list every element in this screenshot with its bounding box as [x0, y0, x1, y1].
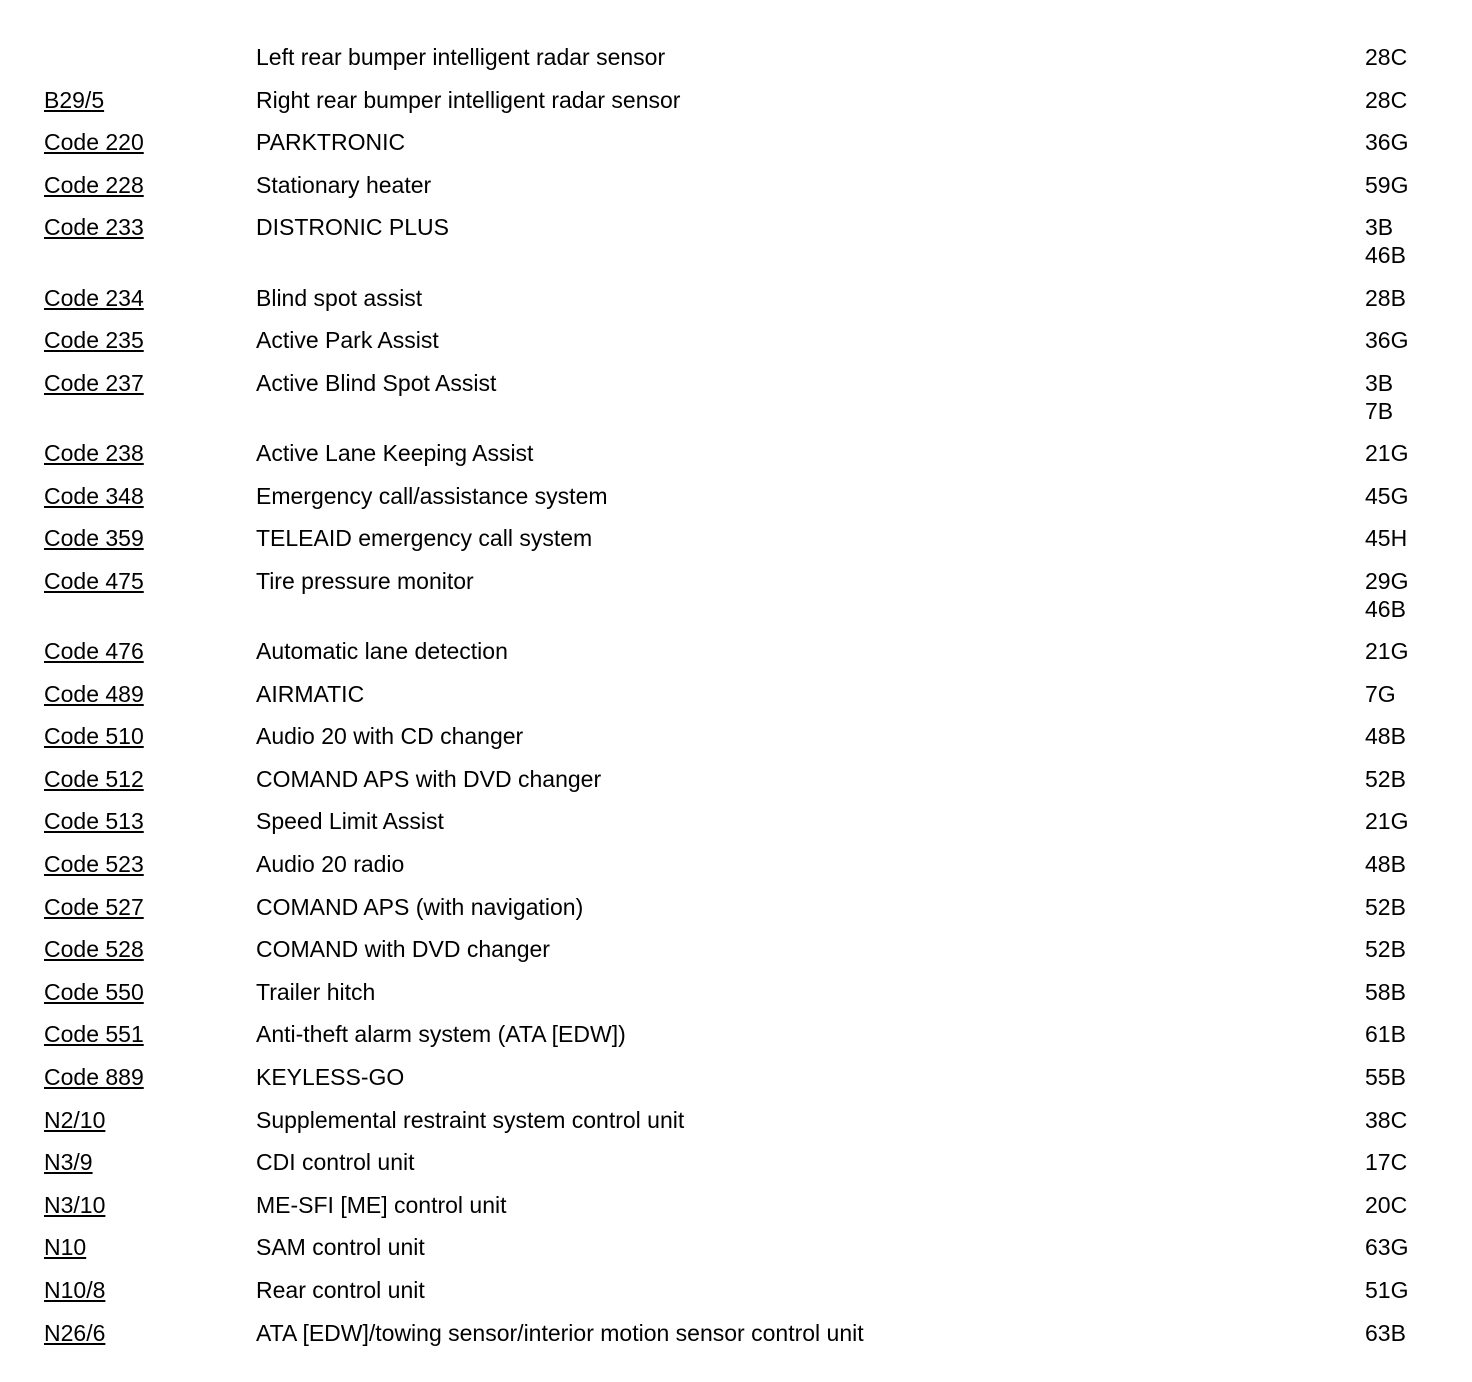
component-description: AIRMATIC [256, 680, 365, 707]
component-description: KEYLESS-GO [256, 1064, 405, 1090]
component-description: CDI control unit [256, 1149, 415, 1176]
grid-reference: 63G [1365, 1234, 1409, 1261]
component-description: DISTRONIC PLUS [256, 214, 449, 241]
code-link[interactable]: Code 528 [44, 936, 144, 963]
grid-reference: 48B [1365, 851, 1406, 877]
grid-reference: 20C [1365, 1191, 1408, 1218]
component-description: Left rear bumper intelligent radar sensor [256, 44, 666, 70]
grid-reference: 63B [1365, 1319, 1406, 1346]
grid-reference: 29G [1365, 567, 1409, 594]
grid-reference-cell [1365, 439, 1408, 467]
component-description: COMAND APS (with navigation) [256, 893, 584, 920]
grid-reference-cell [1365, 893, 1406, 921]
component-description: Rear control unit [256, 1277, 425, 1303]
grid-reference: 58B [1365, 978, 1406, 1005]
code-link[interactable]: Code 889 [44, 1064, 144, 1090]
grid-reference-cell [1365, 722, 1406, 750]
grid-reference: 61B [1365, 1021, 1406, 1048]
component-description: SAM control unit [256, 1234, 425, 1261]
code-link[interactable]: Code 220 [44, 129, 144, 156]
grid-reference-cell [1365, 43, 1407, 71]
grid-reference: 3B [1365, 369, 1394, 396]
component-description: Trailer hitch [256, 978, 376, 1005]
code-link[interactable]: Code 550 [44, 978, 144, 1005]
component-description: Active Park Assist [256, 327, 439, 354]
code-link[interactable]: Code 237 [44, 369, 144, 396]
component-description: Automatic lane detection [256, 638, 508, 664]
grid-reference-cell [1365, 978, 1406, 1006]
code-link[interactable]: Code 527 [44, 893, 144, 920]
component-description: Anti-theft alarm system (ATA [EDW]) [256, 1021, 626, 1048]
code-link[interactable]: N3/9 [44, 1149, 93, 1176]
code-link[interactable]: Code 510 [44, 723, 144, 750]
component-description: ATA [EDW]/towing sensor/interior motion sensor control unit [256, 1319, 864, 1346]
grid-reference-cell [1365, 482, 1408, 510]
grid-reference-cell [1365, 765, 1406, 793]
code-link[interactable]: Code 513 [44, 808, 144, 835]
grid-reference: 59G [1365, 171, 1409, 198]
code-link[interactable]: Code 234 [44, 284, 144, 311]
grid-reference-cell [1365, 850, 1406, 878]
grid-reference: 21G [1365, 440, 1409, 466]
grid-reference-cell [1365, 935, 1406, 963]
grid-reference-cell [1365, 1191, 1407, 1219]
grid-reference: 48B [1365, 723, 1406, 750]
code-link[interactable]: N10 [44, 1234, 87, 1261]
grid-reference: 45G [1365, 482, 1409, 509]
code-link[interactable]: Code 235 [44, 327, 144, 354]
grid-reference-cell [1365, 171, 1408, 199]
grid-reference: 28C [1365, 86, 1408, 113]
grid-reference-cell [1365, 1148, 1407, 1176]
grid-reference-cell [1365, 1319, 1406, 1347]
grid-reference: 38C [1365, 1106, 1408, 1133]
component-description: Stationary heater [256, 171, 432, 198]
code-link[interactable]: Code 238 [44, 440, 144, 466]
grid-reference-cell [1365, 524, 1407, 552]
code-link[interactable]: Code 228 [44, 171, 144, 198]
component-description: Blind spot assist [256, 284, 423, 311]
grid-reference: 28B [1365, 284, 1406, 311]
code-link[interactable]: Code 348 [44, 482, 144, 509]
code-link[interactable]: N2/10 [44, 1106, 106, 1133]
component-description: Supplemental restraint system control unit [256, 1106, 685, 1133]
grid-reference-cell [1365, 369, 1393, 425]
grid-reference: 28C [1365, 44, 1408, 70]
component-description: Emergency call/assistance system [256, 482, 608, 509]
grid-reference-cell [1365, 284, 1406, 312]
component-description: Tire pressure monitor [256, 567, 474, 594]
grid-reference: 3B [1365, 214, 1394, 241]
grid-reference: 46B [1365, 595, 1406, 622]
grid-reference-cell [1365, 807, 1408, 835]
grid-reference-cell [1365, 326, 1408, 354]
grid-reference: 7B [1365, 397, 1394, 424]
code-link[interactable]: Code 359 [44, 525, 144, 552]
component-description: Right rear bumper intelligent radar sensor [256, 86, 681, 113]
grid-reference: 21G [1365, 808, 1409, 835]
grid-reference-cell [1365, 1233, 1408, 1261]
grid-reference-cell [1365, 86, 1407, 114]
grid-reference-cell [1365, 567, 1408, 623]
grid-reference-cell [1365, 637, 1408, 665]
grid-reference: 45H [1365, 525, 1408, 552]
grid-reference-cell [1365, 680, 1396, 708]
grid-reference: 21G [1365, 638, 1409, 664]
grid-reference: 52B [1365, 893, 1406, 920]
grid-reference-cell [1365, 1063, 1406, 1091]
code-link[interactable]: Code 551 [44, 1021, 144, 1048]
code-link[interactable]: N3/10 [44, 1191, 106, 1218]
grid-reference-cell [1365, 1020, 1406, 1048]
grid-reference-cell [1365, 128, 1408, 156]
component-description: Active Blind Spot Assist [256, 369, 497, 396]
code-link[interactable]: Code 489 [44, 680, 144, 707]
grid-reference-cell [1365, 1276, 1408, 1304]
component-description: Active Lane Keeping Assist [256, 440, 534, 466]
component-description: COMAND with DVD changer [256, 936, 550, 963]
component-description: Speed Limit Assist [256, 808, 444, 835]
code-link[interactable]: B29/5 [44, 86, 105, 113]
grid-reference: 51G [1365, 1277, 1409, 1303]
grid-reference: 17C [1365, 1149, 1408, 1176]
code-link[interactable]: Code 512 [44, 765, 144, 792]
grid-reference: 36G [1365, 129, 1409, 156]
code-link[interactable]: N26/6 [44, 1319, 106, 1346]
grid-reference-cell [1365, 1106, 1407, 1134]
component-description: PARKTRONIC [256, 129, 406, 156]
component-description: COMAND APS with DVD changer [256, 765, 602, 792]
grid-reference: 46B [1365, 242, 1406, 269]
code-link[interactable]: Code 475 [44, 567, 144, 594]
code-link[interactable]: Code 523 [44, 851, 144, 877]
component-description: ME-SFI [ME] control unit [256, 1191, 507, 1218]
grid-reference: 7G [1365, 680, 1396, 707]
code-link[interactable]: N10/8 [44, 1277, 106, 1303]
code-link[interactable]: Code 476 [44, 638, 144, 664]
component-description: Audio 20 radio [256, 851, 405, 877]
component-description: TELEAID emergency call system [256, 525, 593, 552]
grid-reference: 52B [1365, 765, 1406, 792]
grid-reference: 36G [1365, 327, 1409, 354]
component-description: Audio 20 with CD changer [256, 723, 524, 750]
grid-reference: 52B [1365, 936, 1406, 963]
code-link[interactable]: Code 233 [44, 214, 144, 241]
grid-reference-cell [1365, 213, 1406, 269]
grid-reference: 55B [1365, 1064, 1406, 1090]
